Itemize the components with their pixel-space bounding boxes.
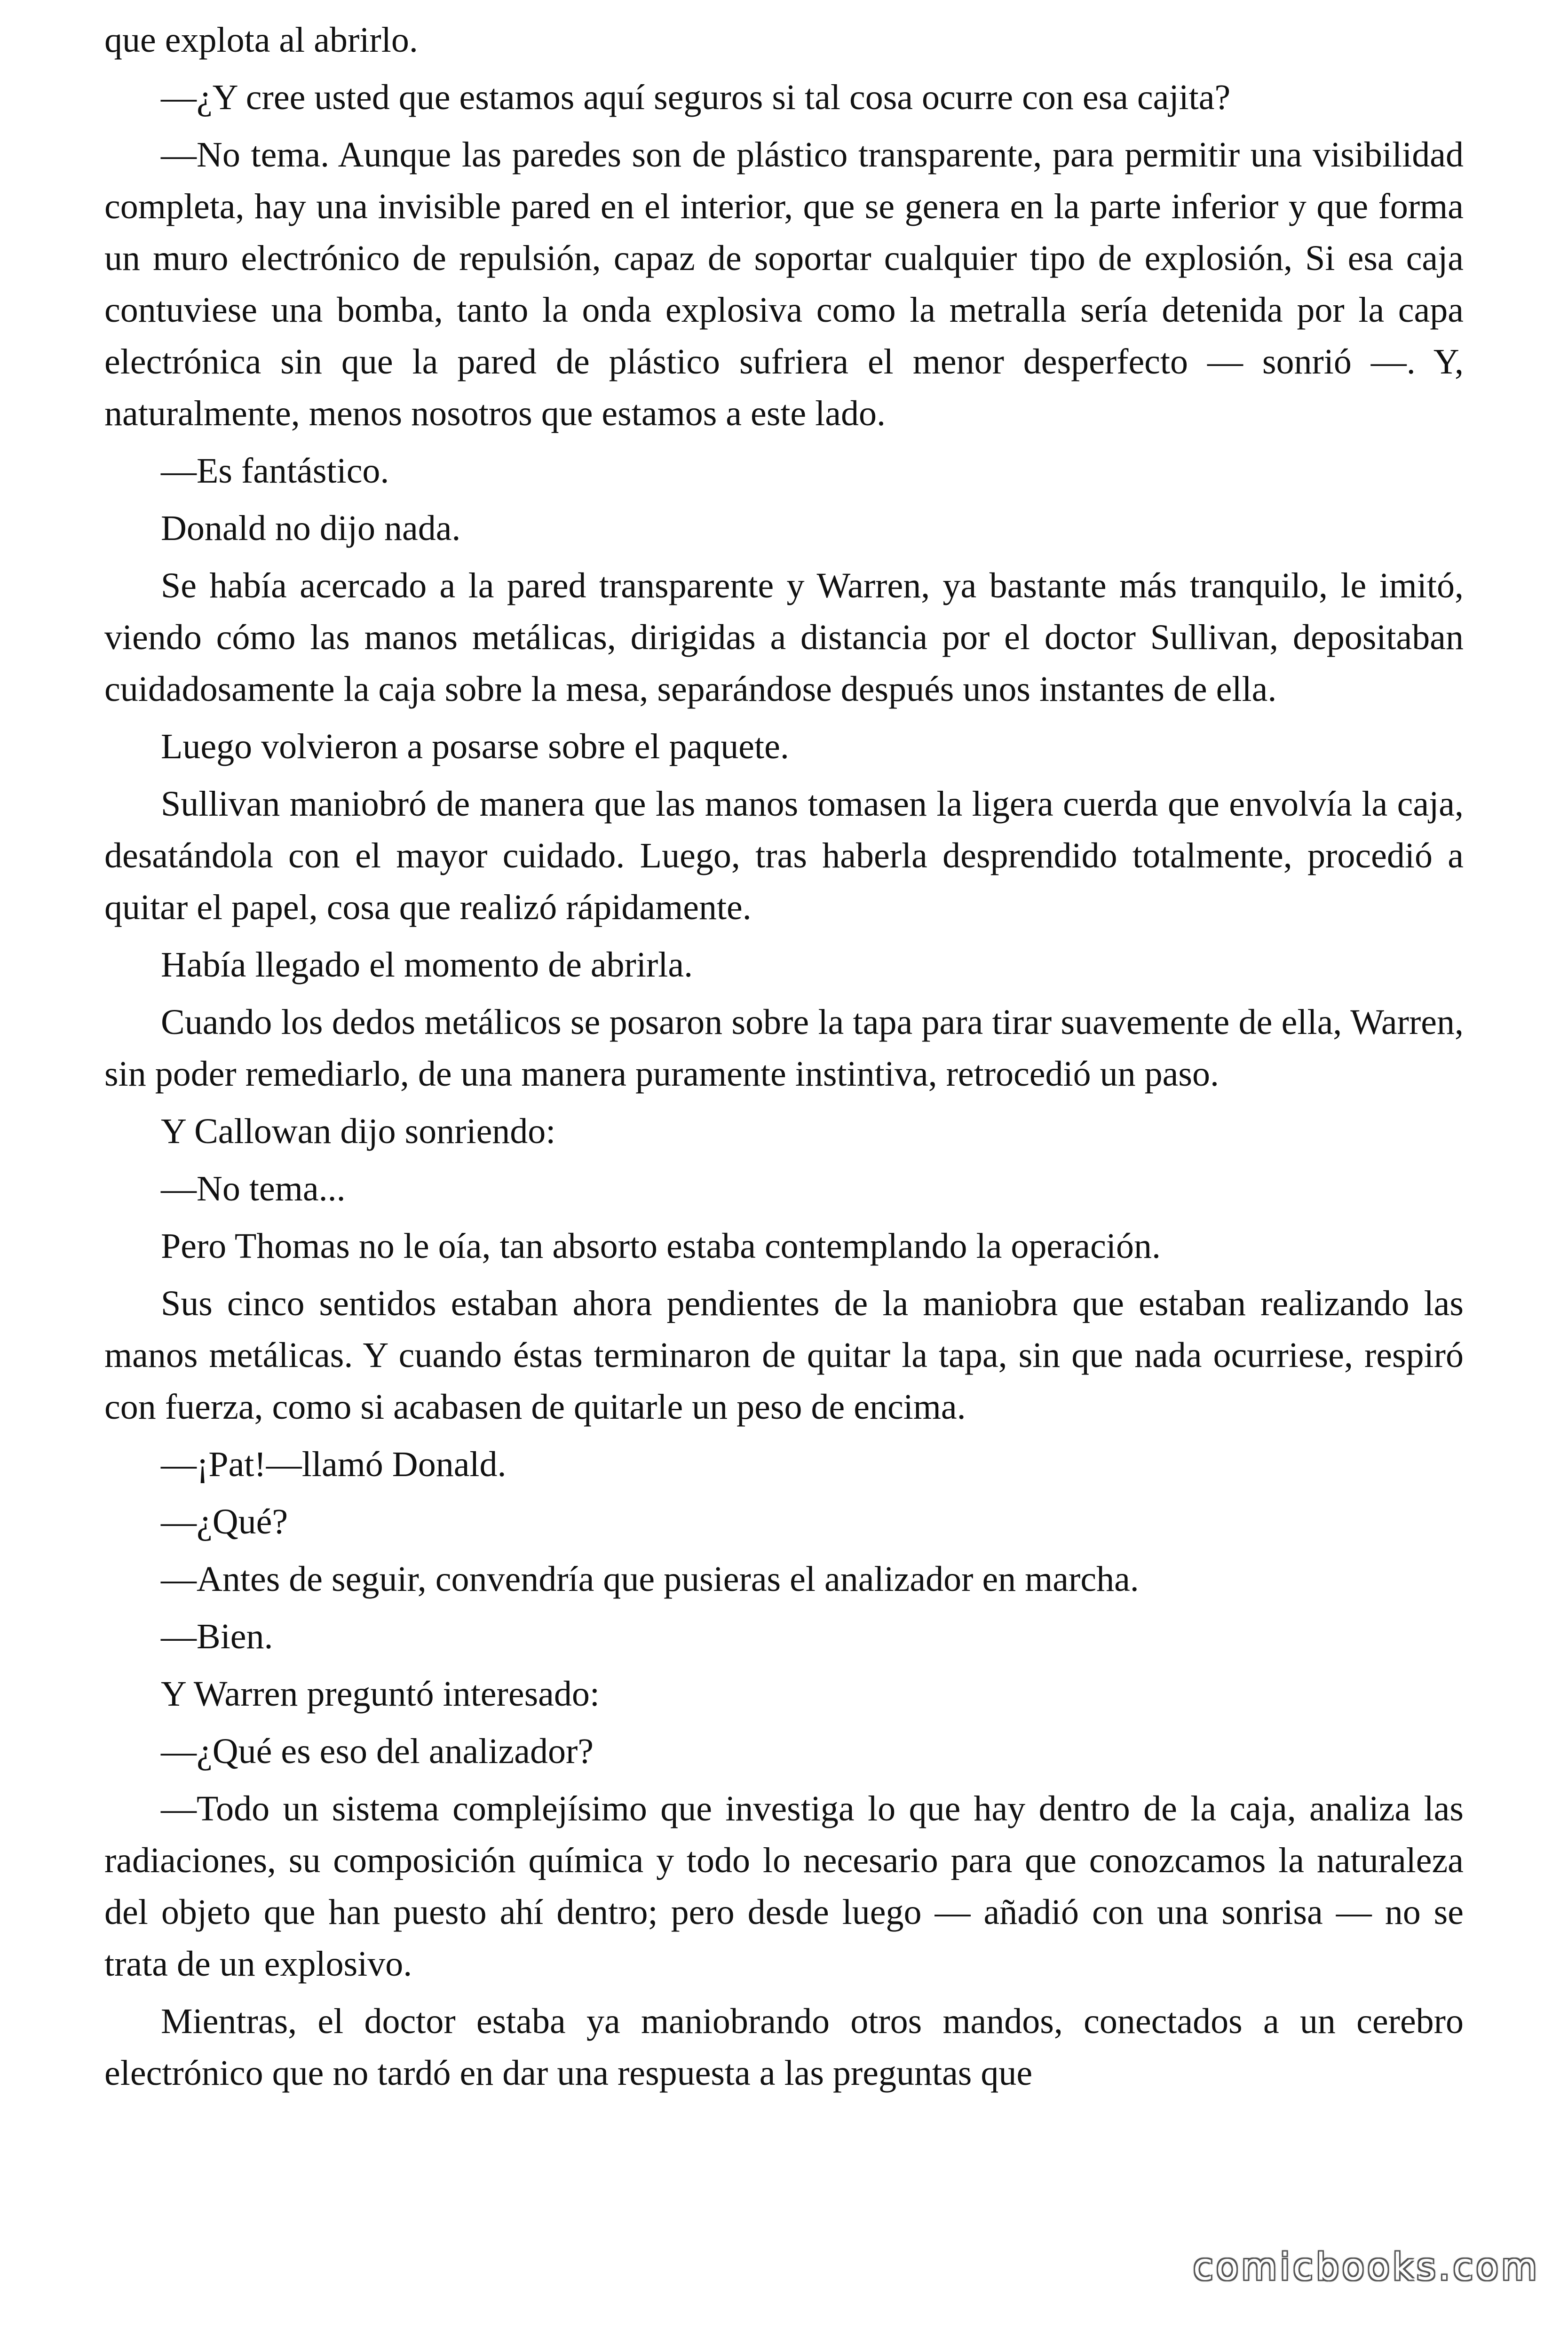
paragraph: Y Callowan dijo sonriendo:	[161, 1112, 556, 1151]
paragraph: Había llegado el momento de abrirla.	[161, 945, 693, 985]
paragraph: —Bien.	[161, 1617, 273, 1656]
paragraph: Pero Thomas no le oía, tan absorto estaba contemplando la operación.	[161, 1226, 1161, 1266]
watermark: comicbooks.com	[1193, 2246, 1540, 2288]
document-page	[104, 14, 1464, 2338]
paragraph: —¿Y cree usted que estamos aquí seguros si tal cosa ocurre con esa cajita?	[161, 78, 1231, 117]
paragraph: —Antes de seguir, convendría que pusieras el analizador en marcha.	[161, 1559, 1139, 1599]
paragraph: —¿Qué?	[161, 1502, 288, 1542]
paragraph: Se había acercado a la pared transparente y Warren, ya bastante más tranquilo, le imitó, viendo cómo las manos metálicas, dirigidas a distancia por el doctor Sullivan, depositaban cuidadosamente la caja sobre la mesa, separándose después unos instantes de ella.	[104, 566, 1464, 709]
paragraph: —¡Pat!—llamó Donald.	[161, 1445, 507, 1484]
paragraph: Donald no dijo nada.	[161, 509, 461, 548]
paragraph: Sullivan maniobró de manera que las manos tomasen la ligera cuerda que envolvía la caja, desatándola con el mayor cuidado. Luego, tras haberla desprendido totalmente, procedió a quitar el papel, cosa que realizó rápidamente.	[104, 784, 1464, 927]
paragraph: Y Warren preguntó interesado:	[161, 1674, 600, 1714]
paragraph: Cuando los dedos metálicos se posaron sobre la tapa para tirar suavemente de ella, Warren, sin poder remediarlo, de una manera puramente instintiva, retrocedió un paso.	[104, 1002, 1464, 1094]
paragraph: Luego volvieron a posarse sobre el paquete.	[161, 727, 789, 766]
paragraph: que explota al abrirlo.	[104, 20, 418, 60]
paragraph: Mientras, el doctor estaba ya maniobrando otros mandos, conectados a un cerebro electrónico que no tardó en dar una respuesta a las preguntas que	[104, 2002, 1464, 2093]
paragraph: —Todo un sistema complejísimo que investiga lo que hay dentro de la caja, analiza las radiaciones, su composición química y todo lo necesario para que conozcamos la naturaleza del objeto que han puesto ahí dentro; pero desde luego — añadió con una sonrisa — no se trata de un explosivo.	[104, 1789, 1464, 1984]
paragraph: —¿Qué es eso del analizador?	[161, 1732, 594, 1771]
paragraph: Sus cinco sentidos estaban ahora pendientes de la maniobra que estaban realizando las manos metálicas. Y cuando éstas terminaron de quitar la tapa, sin que nada ocurriese, respiró con fuerza, como si acabasen de quitarle un peso de encima.	[104, 1284, 1464, 1427]
paragraph: —No tema...	[161, 1169, 346, 1208]
paragraph: —No tema. Aunque las paredes son de plástico transparente, para permitir una visibilidad completa, hay una invisible pared en el interior, que se genera en la parte inferior y que forma un muro electrónico de repulsión, capaz de soportar cualquier tipo de explosión, Si esa caja contuviese una bomba, tanto la onda explosiva como la metralla sería detenida por la capa electrónica sin que la pared de plástico sufriera el menor desperfecto — sonrió —. Y, naturalmente, menos nosotros que estamos a este lado.	[104, 135, 1464, 433]
paragraph: —Es fantástico.	[161, 451, 389, 491]
